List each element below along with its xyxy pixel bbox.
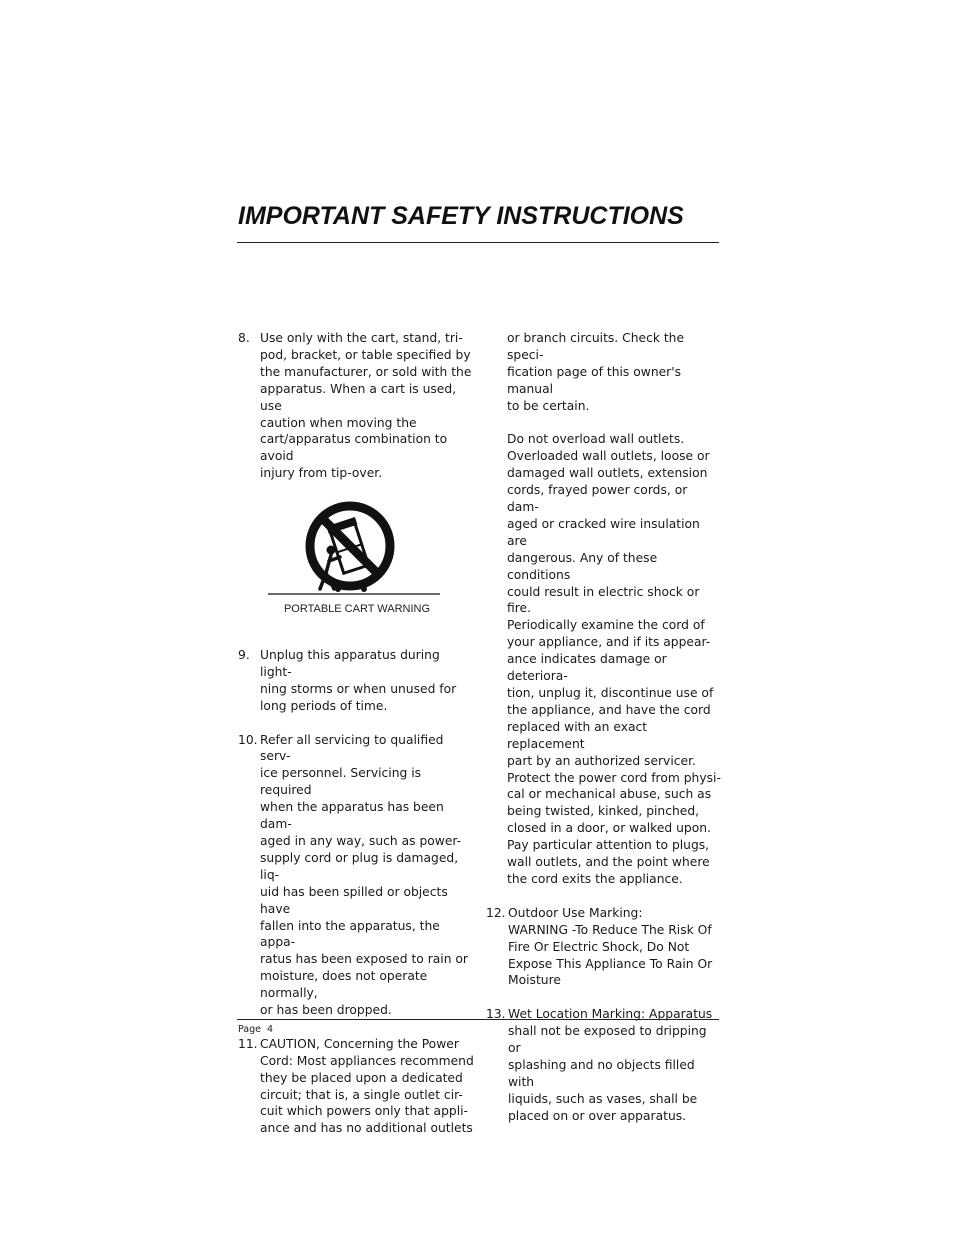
page-number: Page 4 [238,1024,274,1035]
title-divider [237,242,719,243]
footer-divider [237,1019,719,1020]
portable-cart-warning-figure [238,499,474,647]
instruction-11-continued: or branch circuits. Check the speci- fication page of this owner's manual to be certain. [507,331,685,413]
no-cart-tipover-icon [268,499,478,599]
instruction-9 [238,647,474,715]
item-number: 10. [238,732,258,747]
item-number: 11. [238,1036,258,1051]
page-title: IMPORTANT SAFETY INSTRUCTIONS [238,202,684,230]
item-text: Use only with the cart, stand, tri- pod, bracket, or table specified by the manufacturer, or sold with the apparatus. When a cart is used, use caution when moving the cart/apparatus combination to avoid injury from tip-over. [260,331,472,481]
item-number: 8. [238,331,250,345]
item-text: Unplug this apparatus during light- ning storms or when unused for long periods of time. [260,648,457,713]
instruction-10 [238,732,474,1019]
item-text: Wet Location Marking: Apparatus shall not be exposed to dripping or splashing and no objects filled with liquids, such as vases, shall be placed on or over apparatus. [508,1007,713,1123]
item-number: 12. [486,905,506,920]
item-text: Outdoor Use Marking: WARNING -To Reduce The Risk Of Fire Or Electric Shock, Do Not Expose This Appliance To Rain Or Moisture [508,905,713,988]
instruction-13 [486,1006,722,1124]
instruction-8 [238,330,474,482]
instruction-11 [238,1036,474,1137]
wall-outlet-overload-paragraph: Do not overload wall outlets. Overloaded wall outlets, loose or damaged wall outlets, extension cords, frayed power cords, or dam- aged or cracked wire insulation are dangerous. Any of these conditions could result in electric shock or fire. Periodically examine the cord of your appliance, and if its appear- ance indicates damage or deteriora- tion, unplug it, discontinue use of the appliance, and have the cord replaced with an exact replacement part by an authorized servicer. Protect the power cord from physi- cal or mechanical abuse, such as being twisted, kinked, pinched, closed in a door, or walked upon. Pay particular attention to plugs, wall outlets, and the point where the cord exits the appliance. [507,432,721,886]
figure-caption: PORTABLE CART WARNING [283,603,431,616]
left-column [238,330,474,1154]
item-number: 13. [486,1007,506,1022]
item-text: CAUTION, Concerning the Power Cord: Most appliances recommend they be placed upon a dedicated circuit; that is, a single outlet cir- cuit which powers only that appli- ance and has no additional outlets [260,1036,474,1136]
item-number: 9. [238,648,250,663]
instruction-12 [486,905,722,990]
item-text: Refer all servicing to qualified serv- ice personnel. Servicing is required when the apparatus has been dam- aged in any way, such as power- supply cord or plug is damaged, liq- uid has been spilled or objects have fallen into the apparatus, the appa- ratus has been exposed to rain or moisture, does not operate normally, or has been dropped. [260,732,468,1018]
